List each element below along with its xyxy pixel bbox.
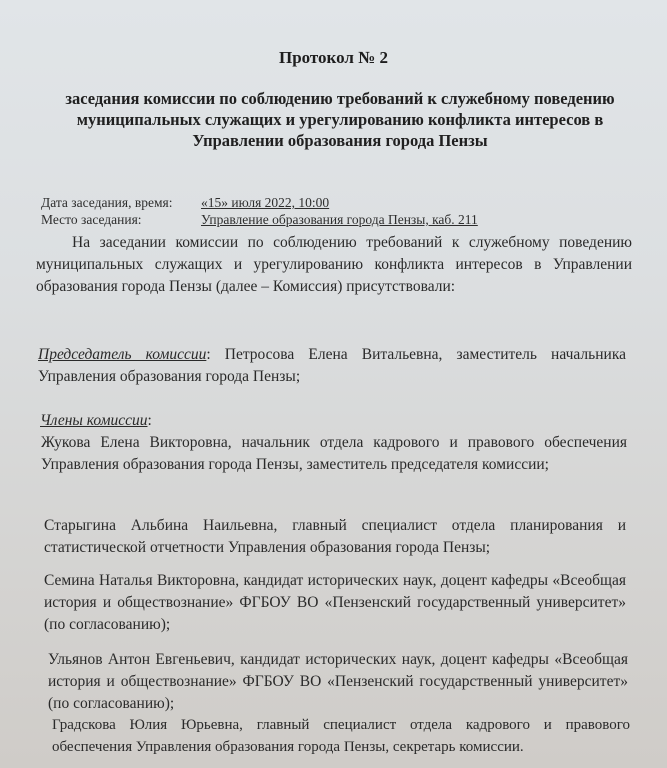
members-colon: :	[147, 412, 152, 429]
member-item: Старыгина Альбина Наильевна, главный специалист отдела планирования и статистической отчетности Управления образования города Пензы;	[44, 517, 626, 556]
document-subtitle: заседания комиссии по соблюдению требований к служебному поведению муниципальных служащих и урегулированию конфликта интересов в Управлении образования города Пензы	[65, 89, 615, 150]
chair-label: Председатель комиссии	[38, 346, 207, 363]
member-item: Градскова Юлия Юрьевна, главный специалист отдела кадрового и правового обеспечения Управления образования города Пензы, секретарь комиссии.	[52, 717, 630, 755]
intro-paragraph: На заседании комиссии по соблюдению требований к служебному поведению муниципальных служащих и урегулированию конфликта интересов в Управлении образования города Пензы (далее – Комиссия) присутствовали:	[36, 234, 632, 295]
meeting-details	[41, 194, 478, 228]
members-heading	[40, 410, 152, 432]
chair-text: : Петросова Елена Витальевна, заместитель начальника Управления образования города Пензы;	[38, 346, 626, 385]
meeting-date-row	[41, 194, 478, 211]
member-item: Ульянов Антон Евгеньевич, кандидат исторических наук, доцент кафедры «Всеобщая история и обществознание» ФГБОУ ВО «Пензенский государственный университет» (по согласованию);	[48, 651, 628, 712]
meeting-date-value: «15» июля 2022, 10:00	[201, 195, 330, 210]
members-label: Члены комиссии	[40, 412, 148, 429]
member-item: Семина Наталья Викторовна, кандидат исторических наук, доцент кафедры «Всеобщая история и обществознание» ФГБОУ ВО «Пензенский государственный университет» (по согласованию);	[44, 572, 626, 633]
meeting-place-row	[41, 211, 478, 228]
meeting-date-label: Дата заседания, время:	[41, 195, 173, 210]
member-item: Жукова Елена Викторовна, начальник отдела кадрового и правового обеспечения Управления образования города Пензы, заместитель председателя комиссии;	[41, 434, 627, 473]
meeting-place-value: Управление образования города Пензы, каб. 211	[201, 212, 478, 227]
document-title: Протокол № 2	[278, 48, 389, 67]
meeting-place-label: Место заседания:	[41, 212, 142, 227]
chair-paragraph	[38, 344, 626, 388]
